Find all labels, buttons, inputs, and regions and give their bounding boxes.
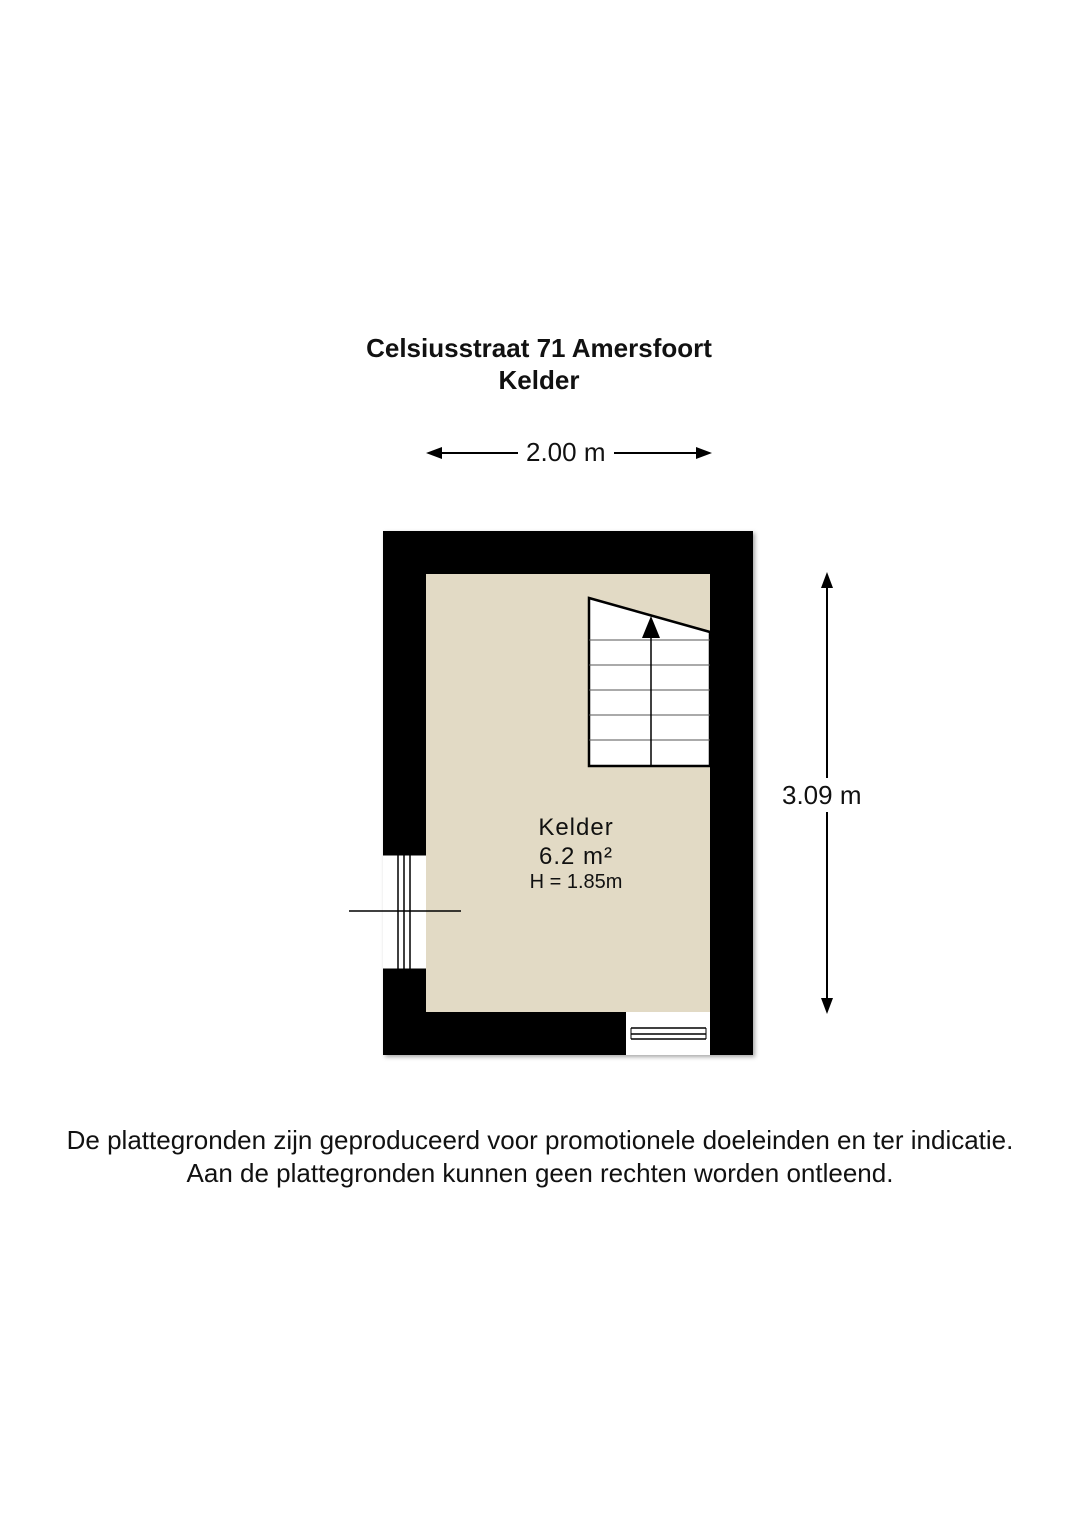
plan-address: Celsiusstraat 71 Amersfoort (366, 333, 712, 363)
plan-floor-title: Kelder (498, 365, 580, 395)
bottom-window (626, 1012, 710, 1055)
disclaimer-line-1: De plattegronden zijn geproduceerd voor promotionele doeleinden en ter indicatie. (66, 1125, 1014, 1155)
room-ceiling-height: H = 1.85m (529, 871, 623, 893)
height-dimension-label: 3.09 m (782, 780, 862, 810)
width-dimension-label: 2.00 m (518, 437, 614, 467)
disclaimer-line-2: Aan de plattegronden kunnen geen rechten worden ontleend. (186, 1158, 894, 1188)
room-name: Kelder (538, 814, 614, 841)
room-area: 6.2 m² (538, 843, 613, 870)
